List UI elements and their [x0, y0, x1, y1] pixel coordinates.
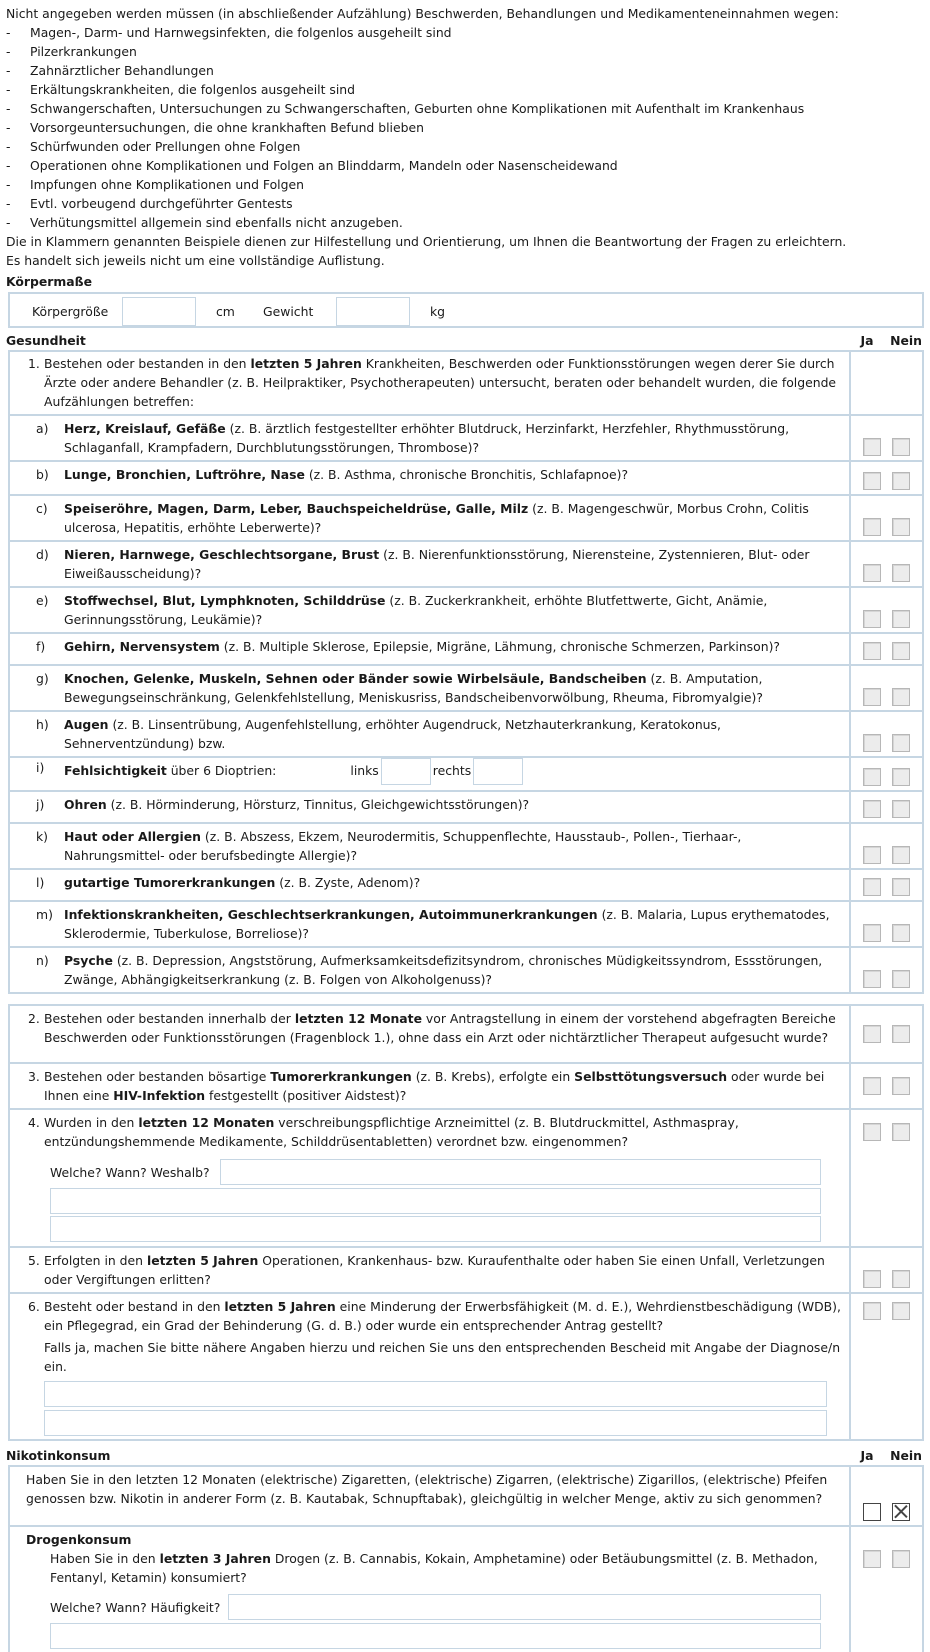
- q5-nein-checkbox[interactable]: [892, 1270, 910, 1288]
- konsum-block: [8, 1465, 924, 1652]
- q1h-nein-checkbox[interactable]: [892, 734, 910, 752]
- intro-note-1: Die in Klammern genannten Beispiele dienen zur Hilfestellung und Orientierung, um Ihnen die Beantwortung der Fragen zu erleichtern.: [6, 234, 847, 249]
- exclusion-item: - Pilzerkrankungen: [6, 42, 924, 61]
- q3-nein-checkbox[interactable]: [892, 1077, 910, 1095]
- q1-subquestion-row: [10, 948, 922, 992]
- subquestion-text: gutartige Tumorerkrankungen (z. B. Zyste, Adenom)?: [64, 875, 421, 890]
- gewicht-label: Gewicht: [263, 304, 314, 319]
- q2-number: 2.: [28, 1011, 40, 1026]
- subquestion-text: Psyche (z. B. Depression, Angststörung, Aufmerksamkeitsdefizitsyndrom, chronisches Müdigkeitssyndrom, Essstörungen, Zwänge, Abhängigkeitserkrankung (z. B. Folgen von Alkoholgenuss)?: [64, 953, 823, 987]
- nikotin-nein-header: Nein: [890, 1448, 922, 1463]
- intro-section: [6, 0, 924, 270]
- q1-subquestion-row: [10, 824, 922, 870]
- drogen-input-2[interactable]: [50, 1623, 821, 1649]
- q1n-ja-checkbox[interactable]: [863, 970, 881, 988]
- subquestion-letter: i): [36, 760, 45, 775]
- links-dioptrien-input[interactable]: [381, 758, 431, 785]
- q1e-ja-checkbox[interactable]: [863, 610, 881, 628]
- subquestion-text: Stoffwechsel, Blut, Lymphknoten, Schilddrüse (z. B. Zuckerkrankheit, erhöhte Blutfettwerte, Gicht, Anämie, Gerinnungsstörung, Leukämie)?: [64, 593, 768, 627]
- q3-text: Bestehen oder bestanden bösartige Tumorerkrankungen (z. B. Krebs), erfolgte ein Selbsttötungsversuch oder wurde bei Ihnen eine HIV-Infektion festgestellt (positiver Aidstest)?: [44, 1069, 825, 1103]
- q1k-ja-checkbox[interactable]: [863, 846, 881, 864]
- q1-subquestion-row: [10, 870, 922, 902]
- q1m-nein-checkbox[interactable]: [892, 924, 910, 942]
- subquestion-text: Knochen, Gelenke, Muskeln, Sehnen oder Bänder sowie Wirbelsäule, Bandscheiben (z. B. Amputation, Bewegungseinschränkung, Gelenkfehlstellung, Meniskusriss, Bandscheibenvorwölbung, Rheuma, Fibromyalgie)?: [64, 671, 763, 705]
- nikotin-title: Nikotinkonsum: [6, 1448, 111, 1463]
- subquestion-letter: k): [36, 829, 49, 844]
- q2-nein-checkbox[interactable]: [892, 1025, 910, 1043]
- q4-ja-checkbox[interactable]: [863, 1123, 881, 1141]
- q1k-nein-checkbox[interactable]: [892, 846, 910, 864]
- exclusion-item: - Verhütungsmittel allgemein sind ebenfalls nicht anzugeben.: [6, 213, 924, 232]
- drogen-ja-checkbox[interactable]: [863, 1550, 881, 1568]
- exclusion-item: - Impfungen ohne Komplikationen und Folgen: [6, 175, 924, 194]
- q1e-nein-checkbox[interactable]: [892, 610, 910, 628]
- exclusion-item: - Evtl. vorbeugend durchgeführter Gentests: [6, 194, 924, 213]
- q2-text: Bestehen oder bestanden innerhalb der letzten 12 Monate vor Antragstellung in einem der vorstehend abgefragten Bereiche Beschwerden oder Funktionsstörungen (Fragenblock 1.), ohne dass ein Arzt oder nichtärztlicher Therapeut aufgesucht wurde?: [44, 1011, 836, 1045]
- q1-subquestion-row: [10, 758, 922, 792]
- subquestion-letter: n): [36, 953, 49, 968]
- ja-header: Ja: [860, 333, 874, 348]
- exclusion-item: - Erkältungskrankheiten, die folgenlos ausgeheilt sind: [6, 80, 924, 99]
- drogen-welche-label: Welche? Wann? Häufigkeit?: [50, 1599, 221, 1615]
- q4-text: Wurden in den letzten 12 Monaten verschreibungspflichtige Arzneimittel (z. B. Blutdruckmittel, Asthmaspray, entzündungshemmende Medikamente, Schilddrüsentabletten) verordnet bzw. eingenommen?: [44, 1115, 739, 1149]
- exclusion-item: - Schwangerschaften, Untersuchungen zu Schwangerschaften, Geburten ohne Komplikationen mit Aufenthalt im Krankenhaus: [6, 99, 924, 118]
- q1-subquestion-row: [10, 792, 922, 824]
- subquestion-letter: l): [36, 875, 45, 890]
- exclusion-item: - Vorsorgeuntersuchungen, die ohne krankhaften Befund blieben: [6, 118, 924, 137]
- q1i-ja-checkbox[interactable]: [863, 768, 881, 786]
- q1l-ja-checkbox[interactable]: [863, 878, 881, 896]
- subquestion-letter: m): [36, 907, 53, 922]
- q6-text: Besteht oder bestand in den letzten 5 Jahren eine Minderung der Erwerbsfähigkeit (M. d. E.), Wehrdienstbeschädigung (WDB), ein Pflegegrad, ein Grad der Behinderung (G. d. B.) oder wurde ein entsprechender Antrag gestellt?: [44, 1299, 841, 1333]
- q1g-nein-checkbox[interactable]: [892, 688, 910, 706]
- cm-unit: cm: [216, 304, 235, 319]
- subquestion-text: Ohren (z. B. Hörminderung, Hörsturz, Tinnitus, Gleichgewichtsstörungen)?: [64, 797, 530, 812]
- intro-note-2: Es handelt sich jeweils nicht um eine vollständige Auflistung.: [6, 253, 385, 268]
- links-label: links: [350, 763, 379, 778]
- nikotin-ja-header: Ja: [860, 1448, 874, 1463]
- question-block-2: [8, 1004, 924, 1441]
- q4-welche-input-3[interactable]: [50, 1216, 821, 1242]
- rechts-dioptrien-input[interactable]: [473, 758, 523, 785]
- q1-subquestion-row: [10, 462, 922, 496]
- subquestion-letter: b): [36, 467, 49, 482]
- q1-subquestion-row: [10, 634, 922, 666]
- subquestion-text: Lunge, Bronchien, Luftröhre, Nase (z. B. Asthma, chronische Bronchitis, Schlafapnoe)?: [64, 467, 629, 482]
- q4-number: 4.: [28, 1115, 40, 1130]
- subquestion-letter: g): [36, 671, 49, 686]
- exclusion-item: - Zahnärztlicher Behandlungen: [6, 61, 924, 80]
- q1d-nein-checkbox[interactable]: [892, 564, 910, 582]
- exclusion-item: - Magen-, Darm- und Harnwegsinfekten, die folgenlos ausgeheilt sind: [6, 23, 924, 42]
- q6-note: Falls ja, machen Sie bitte nähere Angaben hierzu und reichen Sie uns den entsprechenden Bescheid mit Angabe der Diagnose/n ein.: [44, 1340, 841, 1374]
- q5-number: 5.: [28, 1253, 40, 1268]
- q4-welche-input-1[interactable]: [220, 1159, 821, 1185]
- subquestion-text: Speiseröhre, Magen, Darm, Leber, Bauchspeicheldrüse, Galle, Milz (z. B. Magengeschwür, Morbus Crohn, Colitis ulcerosa, Hepatitis, erhöhte Leberwerte)?: [64, 501, 809, 535]
- q1h-ja-checkbox[interactable]: [863, 734, 881, 752]
- health-form: [6, 0, 924, 1652]
- koerpergroesse-label: Körpergröße: [32, 304, 109, 319]
- q1j-ja-checkbox[interactable]: [863, 800, 881, 818]
- q6-nein-checkbox[interactable]: [892, 1302, 910, 1320]
- q1-text: Bestehen oder bestanden in den letzten 5 Jahren Krankheiten, Beschwerden oder Funktionsstörungen wegen derer Sie durch Ärzte oder andere Behandler (z. B. Heilpraktiker, Psychotherapeuten) untersucht, beraten oder behandelt wurden, die folgende Aufzählungen betreffen:: [44, 356, 837, 409]
- subquestion-letter: j): [36, 797, 45, 812]
- q1-number: 1.: [28, 356, 40, 371]
- q6-input-2[interactable]: [44, 1410, 827, 1436]
- q6-ja-checkbox[interactable]: [863, 1302, 881, 1320]
- q5-ja-checkbox[interactable]: [863, 1270, 881, 1288]
- q1m-ja-checkbox[interactable]: [863, 924, 881, 942]
- subquestion-text: Augen (z. B. Linsentrübung, Augenfehlstellung, erhöhter Augendruck, Netzhauterkrankung, Keratokonus, Sehnerventzündung) bzw.: [64, 717, 721, 751]
- q1f-nein-checkbox[interactable]: [892, 642, 910, 660]
- subquestion-text: Infektionskrankheiten, Geschlechtserkrankungen, Autoimmunerkrankungen (z. B. Malaria, Lupus erythematodes, Sklerodermie, Tuberkulose, Borreliose)?: [64, 907, 830, 941]
- nikotin-ja-checkbox[interactable]: [863, 1503, 881, 1521]
- q1j-nein-checkbox[interactable]: [892, 800, 910, 818]
- nein-header: Nein: [890, 333, 922, 348]
- koerpergroesse-input[interactable]: [122, 297, 196, 326]
- q2-ja-checkbox[interactable]: [863, 1025, 881, 1043]
- q1g-ja-checkbox[interactable]: [863, 688, 881, 706]
- nikotin-header: [6, 1447, 924, 1465]
- koerpermasse-box: [8, 292, 924, 328]
- q1c-ja-checkbox[interactable]: [863, 518, 881, 536]
- nikotin-question: Haben Sie in den letzten 12 Monaten (elektrische) Zigaretten, (elektrische) Zigarren, (elektrische) Zigarillos, (elektrische) Pfeifen genossen bzw. Nikotin in anderer Form (z. B. Kautabak, Schnupftabak), gleichgültig in welcher Menge, aktiv zu sich genommen?: [10, 1467, 851, 1525]
- rechts-label: rechts: [432, 763, 472, 778]
- subquestion-text: Haut oder Allergien (z. B. Abszess, Ekzem, Neurodermitis, Schuppenflechte, Hausstaub-, Pollen-, Tierhaar-, Nahrungsmittel- oder berufsbedingte Allergie)?: [64, 829, 742, 863]
- q1i-nein-checkbox[interactable]: [892, 768, 910, 786]
- subquestion-letter: d): [36, 547, 49, 562]
- drogen-input-1[interactable]: [228, 1594, 821, 1620]
- q6-number: 6.: [28, 1299, 40, 1314]
- q6-input-1[interactable]: [44, 1381, 827, 1407]
- subquestion-letter: c): [36, 501, 48, 516]
- q4-welche-label: Welche? Wann? Weshalb?: [50, 1164, 210, 1180]
- q1-subquestion-row: [10, 666, 922, 712]
- drogen-nein-checkbox[interactable]: [892, 1550, 910, 1568]
- q1-subquestion-row: [10, 542, 922, 588]
- q1b-nein-checkbox[interactable]: [892, 472, 910, 490]
- q1-subquestion-row: [10, 902, 922, 948]
- gesundheit-header: [6, 332, 924, 350]
- subquestion-letter: e): [36, 593, 49, 608]
- subquestion-text: Gehirn, Nervensystem (z. B. Multiple Sklerose, Epilepsie, Migräne, Lähmung, chronische Schmerzen, Parkinson)?: [64, 639, 780, 654]
- q3-ja-checkbox[interactable]: [863, 1077, 881, 1095]
- q5-text: Erfolgten in den letzten 5 Jahren Operationen, Krankenhaus- bzw. Kuraufenthalte oder haben Sie einen Unfall, Verletzungen oder Vergiftungen erlitten?: [44, 1253, 825, 1287]
- q1-subquestion-row: [10, 588, 922, 634]
- q1-subquestion-row: [10, 416, 922, 462]
- subquestion-letter: h): [36, 717, 49, 732]
- nikotin-nein-checkbox[interactable]: [892, 1503, 910, 1521]
- q1n-nein-checkbox[interactable]: [892, 970, 910, 988]
- exclusion-list: [6, 23, 924, 232]
- kg-unit: kg: [430, 304, 446, 319]
- q1a-nein-checkbox[interactable]: [892, 438, 910, 456]
- question-block-1: [8, 350, 924, 994]
- subquestion-text: Nieren, Harnwege, Geschlechtsorgane, Brust (z. B. Nierenfunktionsstörung, Nierensteine, Zystennieren, Blut- oder Eiweißausscheidung)?: [64, 547, 810, 581]
- gesundheit-title: Gesundheit: [6, 333, 86, 348]
- subquestion-letter: a): [36, 421, 49, 436]
- gewicht-input[interactable]: [336, 297, 410, 326]
- koerpermasse-title: Körpermaße: [6, 274, 92, 289]
- q4-welche-input-2[interactable]: [50, 1188, 821, 1214]
- q1l-nein-checkbox[interactable]: [892, 878, 910, 896]
- subquestion-text: Fehlsichtigkeit über 6 Dioptrien: links rechts: [64, 758, 525, 785]
- q1b-ja-checkbox[interactable]: [863, 472, 881, 490]
- subquestion-letter: f): [36, 639, 46, 654]
- subquestion-text: Herz, Kreislauf, Gefäße (z. B. ärztlich festgestellter erhöhter Blutdruck, Herzinfarkt, Herzfehler, Rhythmusstörung, Schlaganfall, Krampfadern, Durchblutungsstörungen, Thrombose)?: [64, 421, 790, 455]
- q4-nein-checkbox[interactable]: [892, 1123, 910, 1141]
- q1a-ja-checkbox[interactable]: [863, 438, 881, 456]
- exclusion-item: - Schürfwunden oder Prellungen ohne Folgen: [6, 137, 924, 156]
- drogen-title: Drogenkonsum: [26, 1532, 132, 1547]
- intro-heading: Nicht angegeben werden müssen (in abschließender Aufzählung) Beschwerden, Behandlungen und Medikamenteneinnahmen wegen:: [6, 6, 839, 21]
- drogen-question: Haben Sie in den letzten 3 Jahren Drogen (z. B. Cannabis, Kokain, Amphetamine) oder Betäubungsmittel (z. B. Methadon, Fentanyl, Ketamin) konsumiert?: [50, 1551, 818, 1585]
- q1f-ja-checkbox[interactable]: [863, 642, 881, 660]
- q3-number: 3.: [28, 1069, 40, 1084]
- q1c-nein-checkbox[interactable]: [892, 518, 910, 536]
- q1-subquestion-row: [10, 496, 922, 542]
- q1d-ja-checkbox[interactable]: [863, 564, 881, 582]
- exclusion-item: - Operationen ohne Komplikationen und Folgen an Blinddarm, Mandeln oder Nasenscheidewand: [6, 156, 924, 175]
- q1-subquestion-row: [10, 712, 922, 758]
